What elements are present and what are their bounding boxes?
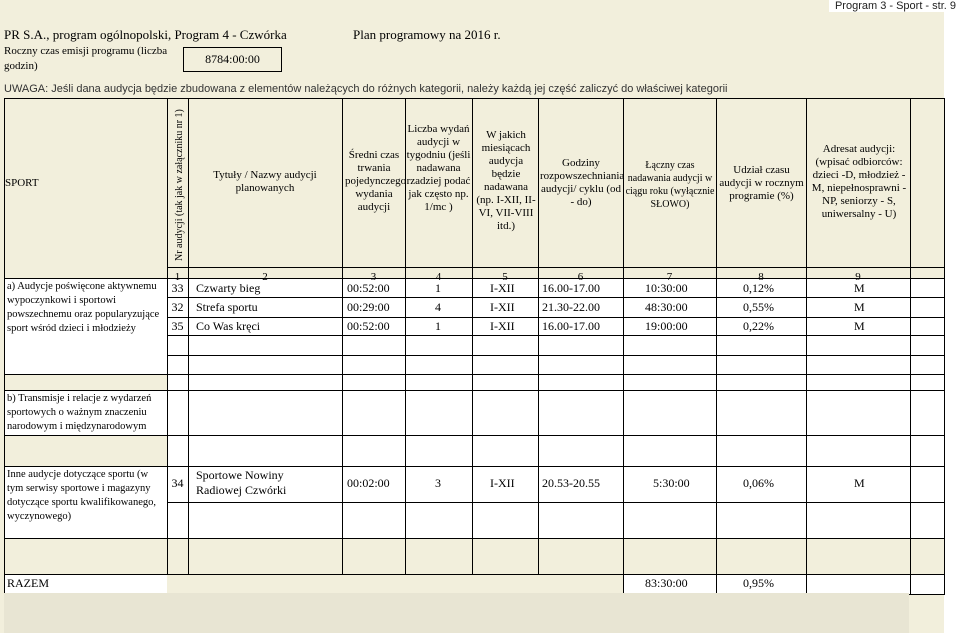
total-share: 0,95% bbox=[743, 576, 774, 590]
section-c-label: Inne audycje dotyczące sportu (w tym serwisy sportowe i magazyny dotyczące sportu kwalifikowanego, wyczynowego) bbox=[7, 469, 156, 522]
avg-duration-header: Średni czas trwania pojedynczego wydania audycji bbox=[345, 149, 407, 213]
plan-title: Plan programowy na 2016 r. bbox=[353, 27, 501, 42]
nr-header: Nr audycji (tak jak w załączniku nr 1) bbox=[174, 109, 185, 261]
annual-time-label: Roczny czas emisji programu (liczba godzin) bbox=[4, 45, 168, 72]
col-number: 4 bbox=[435, 271, 442, 283]
total-time-header: Łączny czas nadawania audycji w ciągu roku (wyłącznie SŁOWO) bbox=[625, 160, 715, 210]
page-label: Program 3 - Sport - str. 9 bbox=[829, 0, 956, 12]
col-number: 1 bbox=[174, 271, 181, 283]
hours-header: Godziny rozpowszechniania audycji/ cyklu (od - do) bbox=[540, 157, 625, 208]
footer-strip bbox=[4, 593, 909, 633]
total-time: 83:30:00 bbox=[645, 576, 688, 590]
document-title: PR S.A., program ogólnopolski, Program 4 - Czwórka bbox=[4, 27, 287, 42]
share-header: Udział czasu audycji w rocznym programie (%) bbox=[719, 164, 804, 202]
sport-header: SPORT bbox=[5, 177, 39, 189]
note-text: UWAGA: Jeśli dana audycja będzie zbudowana z elementów należących do różnych kategorii, należy każdą jej część zaliczyć do właściwej kategorii bbox=[4, 83, 728, 95]
col-number: 3 bbox=[370, 271, 377, 283]
col-number: 5 bbox=[502, 271, 508, 283]
audience-header: Adresat audycji: (wpisać odbiorców: dzieci -D, młodzież - M, niepełnosprawni - NP, seniorzy - S, uniwersalny - U) bbox=[811, 143, 907, 220]
col-number: 2 bbox=[262, 271, 268, 283]
annual-time-value: 8784:00:00 bbox=[183, 47, 282, 72]
weekly-count-header: Liczba wydań audycji w tygodniu (jeśli nadawana rzadziej podać jak często np. 1/mc ) bbox=[406, 123, 471, 213]
total-label: RAZEM bbox=[7, 576, 49, 590]
months-header: W jakich miesiącach audycja będzie nadawana (np. I-XII, II-VI, VII-VIII itd.) bbox=[476, 129, 536, 232]
section-b-label: b) Transmisje i relacje z wydarzeń sportowych o ważnym znaczeniu narodowym i międzynarodowym bbox=[7, 393, 152, 432]
program-table: SPORT Nr audycji (tak jak w załączniku nr 1) Tytuły / Nazwy audycji planowanych Średni czas trwania pojedynczego wydania audycji Liczba wydań audycji w tygodniu (jeśli nadawana rzadziej podać jak często np. 1/mc ) W jakich miesiącach audycja będzie nadawana (np. I-XII, II-VI, VII-VIII itd.) Godziny rozpowszechniania audycji/ cyklu (od - do) Łączny czas nadawania audycji w ciągu roku (wyłącznie SŁOWO) Udział czasu audycji w rocznym programie (%) Adresat audycji: (wpisać odbiorców: dzieci -D, młodzież - M, niepełnosprawni - NP, seniorzy - S, uniwersalny - U) 1 2 3 4 5 6 7 8 9 a) Audycje poświęcone aktywnemu wypoczynkowi i sportowi powszechnemu oraz popularyzujące sport wśród dzieci i młodzieży b) Transmisje i relacje z wydarzeń sportowych o ważnym znaczeniu narodowym i międzynarodowym Inne audycje dotyczące sportu (w tym serwisy sportowe i magazyny dotyczące sportu kwalifikowanego, wyczynowego) 33 Czwarty bieg 00:52:00 1 I-XII 16.00-17.00 10:30:00 0,12% M 32 Strefa sportu 00:29:00 4 I-XII 21.30-22.00 48:30:00 0,55% M 35 Co Was kręci 00:52:00 1 I-XII 16.00-17.00 19:00:00 0,22% M 34 Sportowe Nowiny Radiowej Czwórki 00:02:00 3 I-XII 20.53-20.55 5:30:00 0,06% M RAZEM 83:30:00 0,95% bbox=[4, 98, 945, 594]
section-a-label: a) Audycje poświęcone aktywnemu wypoczynkowi i sportowi powszechnemu oraz popularyzujące sport wśród dzieci i młodzieży bbox=[7, 281, 160, 334]
col-number: 9 bbox=[855, 271, 861, 283]
col-number: 7 bbox=[666, 271, 673, 283]
col-number: 8 bbox=[758, 271, 764, 283]
col-number: 6 bbox=[577, 271, 584, 283]
titles-header: Tytuły / Nazwy audycji planowanych bbox=[213, 169, 317, 194]
